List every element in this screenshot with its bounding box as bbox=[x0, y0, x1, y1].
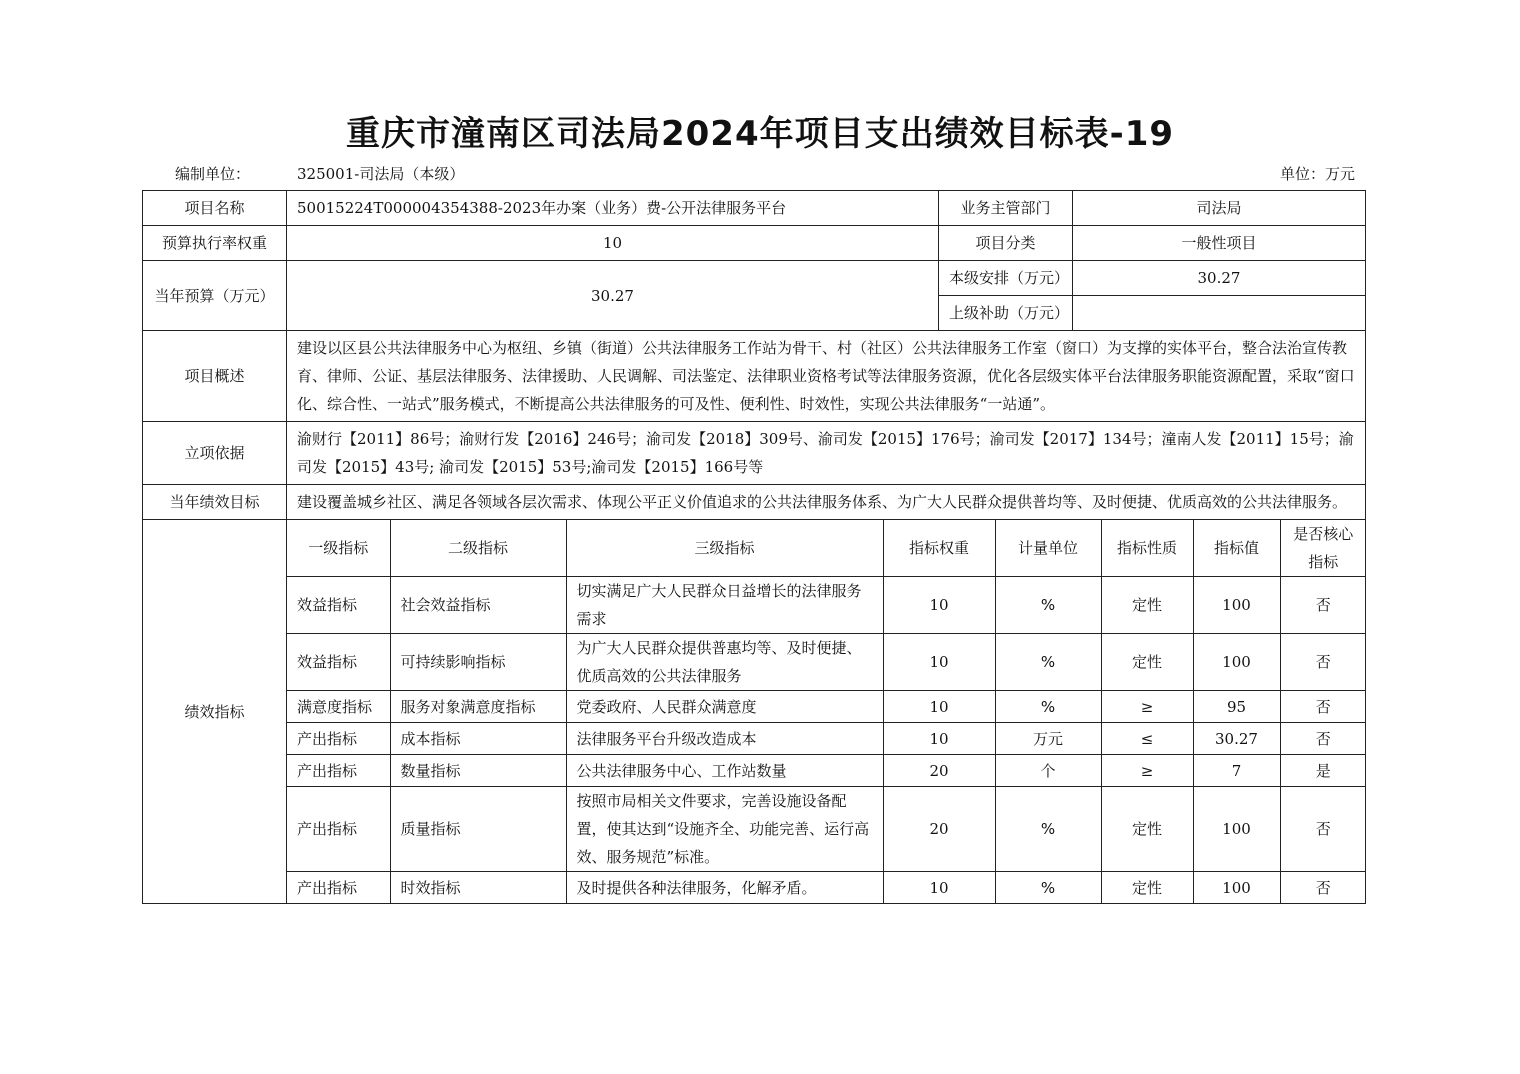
indicator-unit: % bbox=[995, 872, 1101, 904]
indicator-l3: 按照市局相关文件要求，完善设施设备配置，使其达到“设施齐全、功能完善、运行高效、服务规范”标准。 bbox=[566, 787, 883, 872]
upper-value bbox=[1073, 296, 1366, 331]
goal-text: 建设覆盖城乡社区、满足各领域各层次需求、体现公平正义价值追求的公共法律服务体系、为广大人民群众提供普均等、及时便捷、优质高效的公共法律服务。 bbox=[287, 485, 1366, 520]
indicator-weight: 20 bbox=[883, 755, 995, 787]
indicator-l2: 成本指标 bbox=[390, 723, 566, 755]
currency-label: 单位：万元 bbox=[1279, 165, 1355, 183]
indicator-value: 100 bbox=[1193, 577, 1280, 634]
annual-budget-label: 当年预算（万元） bbox=[143, 261, 287, 331]
page-title: 重庆市潼南区司法局2024年项目支出绩效目标表-19 bbox=[345, 114, 1175, 154]
indicator-nature: 定性 bbox=[1101, 787, 1193, 872]
indicator-l3: 法律服务平台升级改造成本 bbox=[566, 723, 883, 755]
indicator-value: 95 bbox=[1193, 691, 1280, 723]
budget-rate-value: 10 bbox=[287, 226, 939, 261]
indicator-nature: ≤ bbox=[1101, 723, 1193, 755]
header-core: 是否核心指标 bbox=[1280, 520, 1366, 577]
indicator-l1: 满意度指标 bbox=[287, 691, 390, 723]
indicator-nature: ≥ bbox=[1101, 755, 1193, 787]
indicator-l3: 党委政府、人民群众满意度 bbox=[566, 691, 883, 723]
indicator-unit: 个 bbox=[995, 755, 1101, 787]
indicator-l2: 质量指标 bbox=[390, 787, 566, 872]
indicator-l1: 产出指标 bbox=[287, 787, 390, 872]
header-l2: 二级指标 bbox=[390, 520, 566, 577]
indicator-nature: 定性 bbox=[1101, 872, 1193, 904]
indicator-weight: 10 bbox=[883, 872, 995, 904]
indicator-l3: 为广大人民群众提供普惠均等、及时便捷、优质高效的公共法律服务 bbox=[566, 634, 883, 691]
unit-label: 编制单位： bbox=[175, 165, 251, 183]
upper-label: 上级补助（万元） bbox=[939, 296, 1073, 331]
indicator-unit: % bbox=[995, 634, 1101, 691]
indicator-weight: 10 bbox=[883, 723, 995, 755]
indicator-core: 否 bbox=[1280, 691, 1366, 723]
indicator-l2: 时效指标 bbox=[390, 872, 566, 904]
performance-table bbox=[142, 190, 1366, 904]
header-nature: 指标性质 bbox=[1101, 520, 1193, 577]
indicator-value: 100 bbox=[1193, 787, 1280, 872]
header-l1: 一级指标 bbox=[287, 520, 390, 577]
indicator-l1: 效益指标 bbox=[287, 634, 390, 691]
unit-value: 325001-司法局（本级） bbox=[297, 165, 465, 183]
budget-rate-label: 预算执行率权重 bbox=[143, 226, 287, 261]
indicator-row bbox=[287, 755, 1366, 787]
indicator-l2: 社会效益指标 bbox=[390, 577, 566, 634]
basis-text: 渝财行【2011】86号；渝财行发【2016】246号；渝司发【2018】309号、渝司发【2015】176号；渝司发【2017】134号；潼南人发【2011】15号；渝司发【2015】43号; 渝司发【2015】53号;渝司发【2015】166号等 bbox=[287, 422, 1366, 485]
header-l3: 三级指标 bbox=[566, 520, 883, 577]
indicator-weight: 10 bbox=[883, 634, 995, 691]
indicator-unit: 万元 bbox=[995, 723, 1101, 755]
indicator-core: 否 bbox=[1280, 634, 1366, 691]
indicator-l2: 服务对象满意度指标 bbox=[390, 691, 566, 723]
indicator-weight: 20 bbox=[883, 787, 995, 872]
indicator-core: 是 bbox=[1280, 755, 1366, 787]
indicator-l1: 产出指标 bbox=[287, 755, 390, 787]
indicator-unit: % bbox=[995, 787, 1101, 872]
local-label: 本级安排（万元） bbox=[939, 261, 1073, 296]
project-name-label: 项目名称 bbox=[143, 191, 287, 226]
indicator-nature: 定性 bbox=[1101, 577, 1193, 634]
indicator-row bbox=[287, 723, 1366, 755]
indicator-core: 否 bbox=[1280, 577, 1366, 634]
indicator-header-row bbox=[287, 520, 1366, 577]
indicator-l2: 数量指标 bbox=[390, 755, 566, 787]
indicator-value: 30.27 bbox=[1193, 723, 1280, 755]
indicator-value: 100 bbox=[1193, 634, 1280, 691]
category-label: 项目分类 bbox=[939, 226, 1073, 261]
indicator-l1: 效益指标 bbox=[287, 577, 390, 634]
header-unit: 计量单位 bbox=[995, 520, 1101, 577]
goal-label: 当年绩效目标 bbox=[143, 485, 287, 520]
indicator-l1: 产出指标 bbox=[287, 872, 390, 904]
indicator-l3: 及时提供各种法律服务，化解矛盾。 bbox=[566, 872, 883, 904]
indicator-row bbox=[287, 634, 1366, 691]
indicator-l2: 可持续影响指标 bbox=[390, 634, 566, 691]
indicator-l1: 产出指标 bbox=[287, 723, 390, 755]
basis-label: 立项依据 bbox=[143, 422, 287, 485]
local-value: 30.27 bbox=[1073, 261, 1366, 296]
indicator-core: 否 bbox=[1315, 878, 1331, 897]
project-name: 50015224T000004354388-2023年办案（业务）费-公开法律服务平台 bbox=[287, 191, 939, 226]
overview-text: 建设以区县公共法律服务中心为枢纽、乡镇（街道）公共法律服务工作站为骨干、村（社区）公共法律服务工作室（窗口）为支撑的实体平台，整合法治宣传教育、律师、公证、基层法律服务、法律援助、人民调解、司法鉴定、法律职业资格考试等法律服务资源，优化各层级实体平台法律服务职能资源配置，采取“窗口化、综合性、一站式”服务模式，不断提高公共法律服务的可及性、便利性、时效性，实现公共法律服务“一站通”。 bbox=[287, 331, 1366, 422]
indicators-label: 绩效指标 bbox=[143, 520, 287, 904]
indicators-cell bbox=[287, 520, 1366, 904]
indicator-value: 7 bbox=[1193, 755, 1280, 787]
indicator-row bbox=[287, 691, 1366, 723]
indicator-core: 否 bbox=[1280, 787, 1366, 872]
indicators-table bbox=[287, 520, 1366, 903]
indicator-l3: 切实满足广大人民群众日益增长的法律服务需求 bbox=[566, 577, 883, 634]
annual-budget-value: 30.27 bbox=[287, 261, 939, 331]
indicator-nature: ≥ bbox=[1101, 691, 1193, 723]
indicator-row bbox=[287, 872, 1366, 904]
overview-label: 项目概述 bbox=[143, 331, 287, 422]
indicator-weight: 10 bbox=[883, 691, 995, 723]
header-value: 指标值 bbox=[1193, 520, 1280, 577]
indicator-row bbox=[287, 577, 1366, 634]
indicator-unit: % bbox=[995, 691, 1101, 723]
indicator-nature: 定性 bbox=[1101, 634, 1193, 691]
indicator-core: 否 bbox=[1280, 723, 1366, 755]
indicator-weight: 10 bbox=[883, 577, 995, 634]
indicator-row bbox=[287, 787, 1366, 872]
dept-value: 司法局 bbox=[1073, 191, 1366, 226]
category-value: 一般性项目 bbox=[1073, 226, 1366, 261]
header-weight: 指标权重 bbox=[883, 520, 995, 577]
dept-label: 业务主管部门 bbox=[939, 191, 1073, 226]
indicator-l3: 公共法律服务中心、工作站数量 bbox=[566, 755, 883, 787]
indicator-unit: % bbox=[995, 577, 1101, 634]
indicator-value: 100 bbox=[1193, 872, 1280, 904]
